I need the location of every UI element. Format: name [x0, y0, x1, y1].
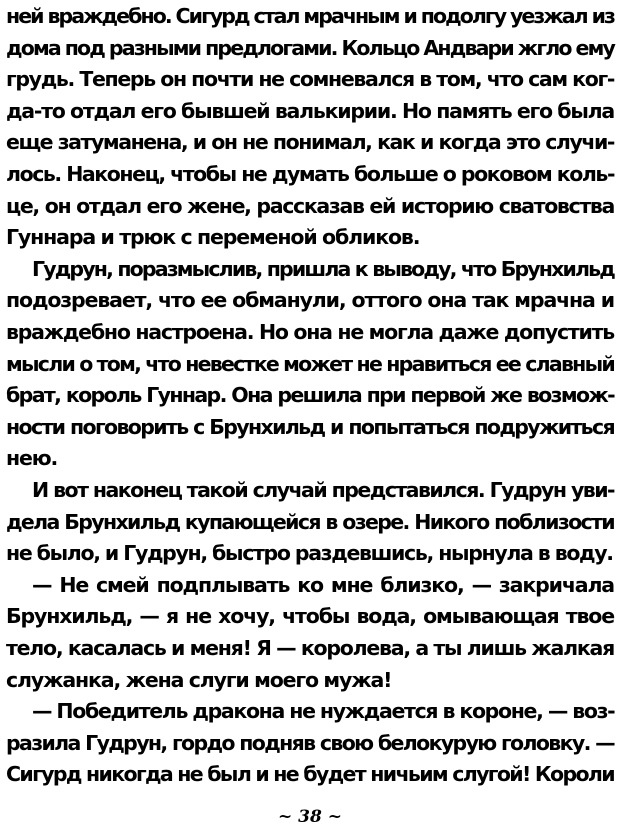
- page-number: ~ 38 ~: [278, 807, 342, 827]
- text-line: — Победитель дракона не нуждается в короне, — воз-: [32, 699, 615, 724]
- text-line: разила Гудрун, гордо подняв свою белокурую головку. —: [6, 730, 614, 755]
- text-line: грудь. Теперь он почти не сомневался в том, что сам ког-: [6, 67, 614, 92]
- text-line: дома под разными предлогами. Кольцо Андвари жгло ему: [6, 35, 614, 60]
- text-line: подозревает, что ее обманули, оттого она так мрачна и: [6, 288, 614, 313]
- text-line: нею.: [6, 446, 58, 471]
- text-line: Гудрун, поразмыслив, пришла к выводу, что Брунхильд: [32, 256, 614, 281]
- text-line: — Не смей подплывать ко мне близко, — закричала: [32, 572, 614, 597]
- text-line: мысли о том, что невестке может не нравиться ее славный: [6, 351, 614, 376]
- text-line: враждебно настроена. Но она не могла даже допустить: [6, 320, 614, 344]
- book-page: [6, 0, 614, 837]
- text-line: Сигурд никогда не был и не будет ничьим слугой! Короли: [6, 762, 614, 787]
- text-line: ности поговорить с Брунхильд и попытаться подружиться: [6, 414, 614, 439]
- text-line: да-то отдал его бывшей валькирии. Но память его была: [6, 98, 614, 123]
- text-line: дела Брунхильд купающейся в озере. Никого поблизости: [6, 509, 614, 534]
- text-line: Гуннара и трюк с переменой обликов.: [6, 225, 420, 250]
- text-line: лось. Наконец, чтобы не думать больше о роковом коль-: [6, 162, 614, 186]
- text-line: И вот наконец такой случай представился. Гудрун уви-: [32, 478, 614, 502]
- text-line: брат, король Гуннар. Она решила при первой же возмож-: [6, 383, 614, 408]
- text-line: тело, касалась и меня! Я — королева, а ты лишь жалкая: [6, 636, 614, 660]
- text-line: Брунхильд, — я не хочу, чтобы вода, омывающая твое: [6, 604, 614, 629]
- text-line: це, он отдал его жене, рассказав ей историю сватовства: [6, 193, 614, 218]
- text-line: еще затуманена, и он не понимал, как и когда это случи-: [6, 130, 614, 155]
- text-line: ней враждебно. Сигурд стал мрачным и подолгу уезжал из: [6, 4, 614, 28]
- text-line: не было, и Гудрун, быстро раздевшись, нырнула в воду.: [6, 541, 613, 566]
- text-line: служанка, жена слуги моего мужа!: [6, 667, 392, 692]
